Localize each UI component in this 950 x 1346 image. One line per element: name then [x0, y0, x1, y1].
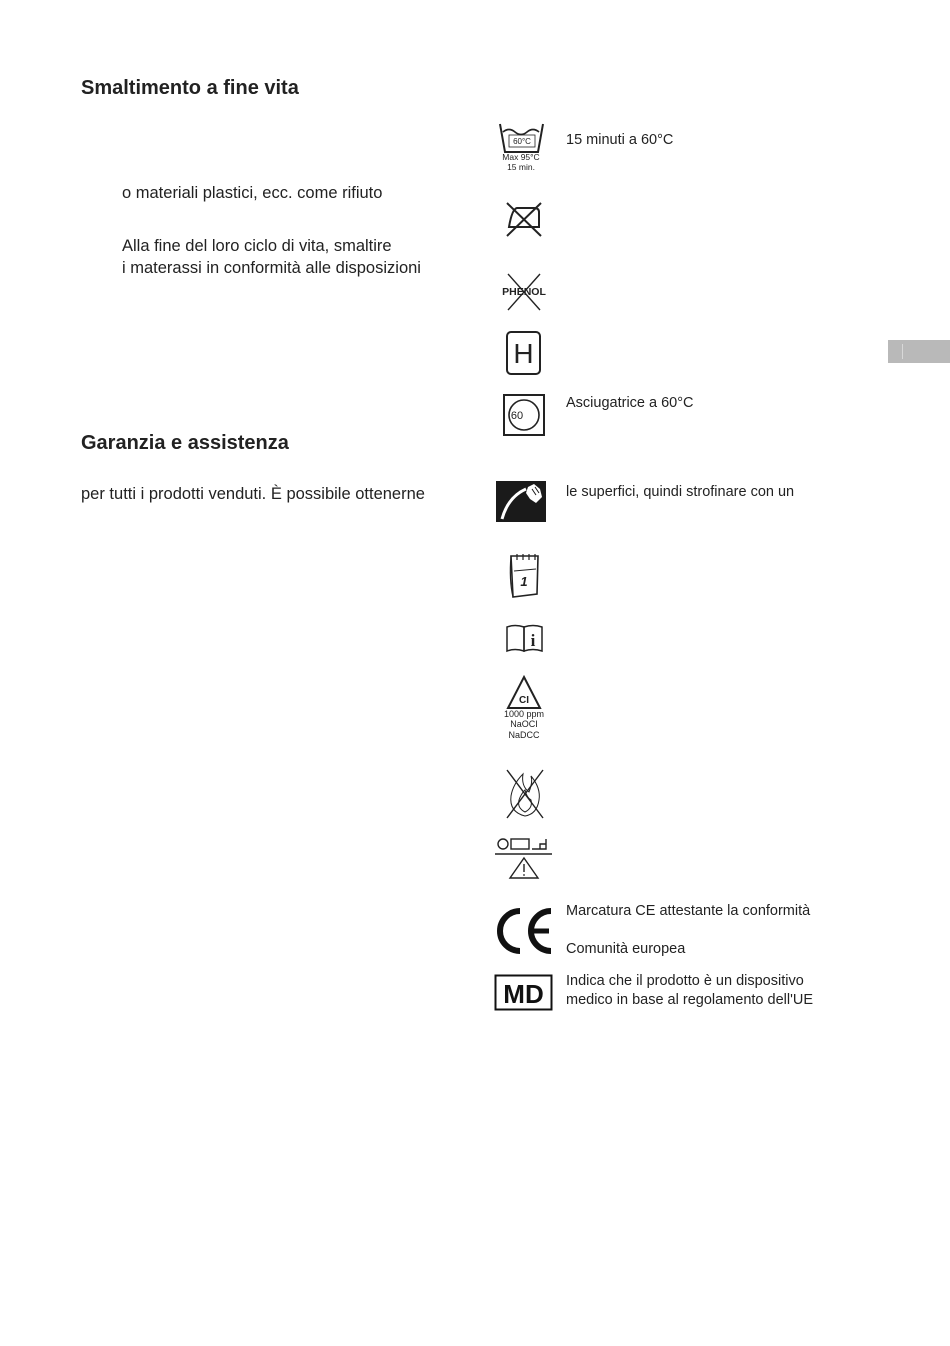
disposal-text-line1: o materiali plastici, ecc. come rifiuto: [122, 184, 383, 202]
md-description-line2: medico in base al regolamento dell'UE: [566, 992, 813, 1008]
washing-60-icon: [498, 122, 546, 174]
warranty-heading: Garanzia e assistenza: [81, 432, 289, 454]
chlorine-nadcc-label: NaDCC: [508, 730, 540, 740]
calendar-day-label: 1: [520, 574, 528, 589]
warranty-text-line1: per tutti i prodotti venduti. È possibile ottenerne: [81, 485, 425, 503]
do-not-iron-icon: [503, 200, 545, 238]
wash-time-label: 15 min.: [507, 162, 535, 172]
chlorine-ci-label: CI: [519, 695, 529, 706]
phenol-label: PHENOL: [502, 286, 546, 298]
no-flame-icon: [505, 766, 545, 820]
dryer-description: Asciugatrice a 60°C: [566, 395, 694, 411]
chlorine-ppm-label: 1000 ppm: [503, 709, 545, 719]
warning-triangle-icon: [494, 835, 554, 881]
chlorine-naoci-label: NaOCI: [510, 719, 538, 729]
dryer-temp-label: 60: [510, 410, 524, 422]
wipe-description: le superfici, quindi strofinare con un: [566, 484, 795, 500]
no-phenol-icon: [500, 272, 548, 312]
md-description-line1: Indica che il prodotto è un dispositivo: [566, 973, 804, 989]
calendar-page-icon: [505, 552, 543, 600]
hospital-h-label: H: [513, 338, 534, 369]
hospital-h-icon: [505, 330, 543, 376]
wash-temp-label: 60°C: [513, 137, 531, 146]
manual-info-label: i: [530, 631, 536, 650]
instructions-book-icon: [505, 623, 545, 653]
wash-description: 15 minuti a 60°C: [566, 132, 674, 148]
wash-max-label: Max 95°C: [502, 152, 540, 162]
chlorine-triangle-icon: [498, 675, 550, 743]
disposal-heading: Smaltimento a fine vita: [81, 77, 299, 99]
disposal-text-line2: Alla fine del loro ciclo di vita, smaltire: [122, 237, 392, 255]
wipe-surface-icon: [496, 481, 548, 523]
section-side-tab: [888, 340, 950, 363]
ce-description-line2: Comunità europea: [566, 941, 686, 957]
md-medical-device-icon: [494, 974, 554, 1012]
ce-description-line1: Marcatura CE attestante la conformità: [566, 903, 811, 919]
ce-mark-icon: [494, 907, 556, 955]
disposal-text-line3: i materassi in conformità alle disposizioni: [122, 259, 421, 277]
tumble-dry-60-icon: [502, 393, 546, 437]
md-label: MD: [503, 979, 544, 1009]
